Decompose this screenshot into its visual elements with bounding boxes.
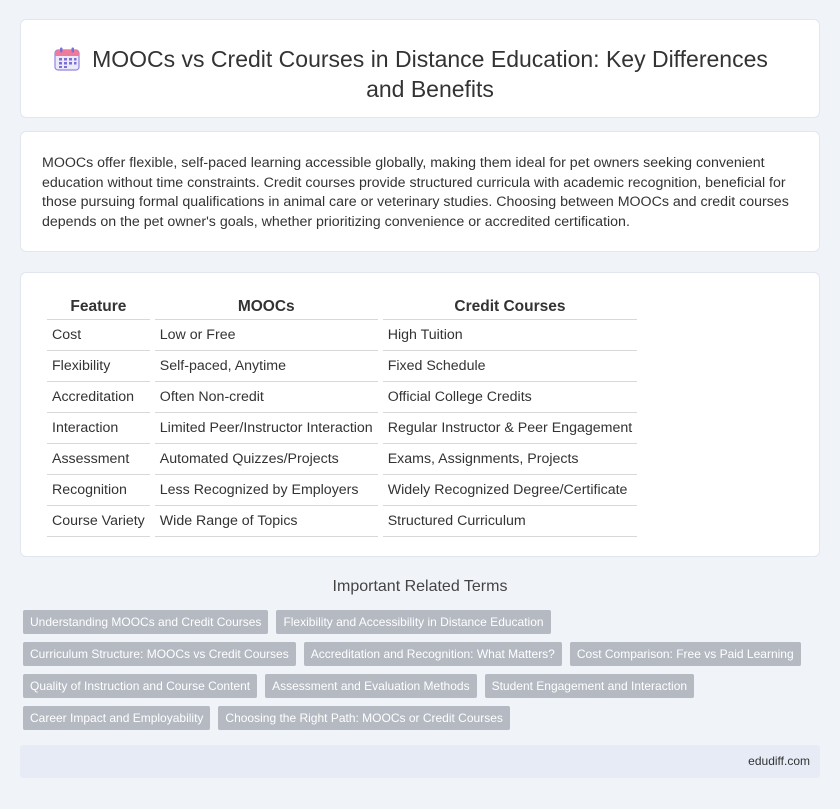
intro-card (20, 131, 820, 252)
cell-credit: Widely Recognized Degree/Certificate (383, 475, 637, 506)
cell-feature: Flexibility (47, 351, 150, 382)
table-row (47, 382, 637, 413)
table-row (47, 351, 637, 382)
tag-link[interactable]: Understanding MOOCs and Credit Courses (23, 610, 268, 634)
table-row (47, 320, 637, 351)
tag-link[interactable]: Student Engagement and Interaction (485, 674, 694, 698)
cell-feature: Recognition (47, 475, 150, 506)
comparison-card (20, 272, 820, 557)
cell-moocs: Less Recognized by Employers (155, 475, 378, 506)
table-row (47, 444, 637, 475)
cell-credit: Fixed Schedule (383, 351, 637, 382)
cell-feature: Assessment (47, 444, 150, 475)
cell-credit: Regular Instructor & Peer Engagement (383, 413, 637, 444)
cell-feature: Accreditation (47, 382, 150, 413)
tag-row (23, 610, 823, 634)
cell-credit: Official College Credits (383, 382, 637, 413)
tag-link[interactable]: Curriculum Structure: MOOCs vs Credit Courses (23, 642, 296, 666)
cell-feature: Cost (47, 320, 150, 351)
tag-link[interactable]: Career Impact and Employability (23, 706, 210, 730)
tag-row (23, 706, 823, 730)
table-row (47, 413, 637, 444)
tag-row (23, 674, 823, 698)
table-header-row (47, 295, 637, 320)
cell-moocs: Automated Quizzes/Projects (155, 444, 378, 475)
table-row (47, 475, 637, 506)
page-title: MOOCs vs Credit Courses in Distance Education: Key Differences and Benefits (92, 46, 768, 102)
cell-feature: Course Variety (47, 506, 150, 537)
cell-feature: Interaction (47, 413, 150, 444)
header-moocs: MOOCs (155, 295, 378, 320)
tag-link[interactable]: Choosing the Right Path: MOOCs or Credit Courses (218, 706, 509, 730)
cell-credit: High Tuition (383, 320, 637, 351)
cell-moocs: Low or Free (155, 320, 378, 351)
cell-credit: Structured Curriculum (383, 506, 637, 537)
tag-link[interactable]: Flexibility and Accessibility in Distance Education (276, 610, 550, 634)
tag-link[interactable]: Cost Comparison: Free vs Paid Learning (570, 642, 801, 666)
footer (20, 745, 820, 778)
cell-moocs: Limited Peer/Instructor Interaction (155, 413, 378, 444)
cell-moocs: Self-paced, Anytime (155, 351, 378, 382)
tag-row (23, 642, 823, 666)
cell-moocs: Wide Range of Topics (155, 506, 378, 537)
header-credit-courses: Credit Courses (383, 295, 637, 320)
intro-paragraph: MOOCs offer flexible, self-paced learning accessible globally, making them ideal for pet owners seeking convenient education without time constraints. Credit courses provide structured curricula with academic recognition, beneficial for those pursuing formal qualifications in animal care or veterinary studies. Choosing between MOOCs and credit courses depends on the pet owner's goals, whether prioritizing convenience or accredited certification. (42, 155, 789, 230)
tag-link[interactable]: Accreditation and Recognition: What Matters? (304, 642, 562, 666)
footer-site-link[interactable]: edudiff.com (748, 754, 810, 768)
title-card (20, 19, 820, 118)
header-feature: Feature (47, 295, 150, 320)
cell-credit: Exams, Assignments, Projects (383, 444, 637, 475)
tag-link[interactable]: Quality of Instruction and Course Content (23, 674, 257, 698)
table-row (47, 506, 637, 537)
related-terms-heading: Important Related Terms (332, 578, 508, 595)
comparison-table (42, 295, 642, 537)
related-terms-tags (23, 610, 823, 738)
tag-link[interactable]: Assessment and Evaluation Methods (265, 674, 476, 698)
cell-moocs: Often Non-credit (155, 382, 378, 413)
